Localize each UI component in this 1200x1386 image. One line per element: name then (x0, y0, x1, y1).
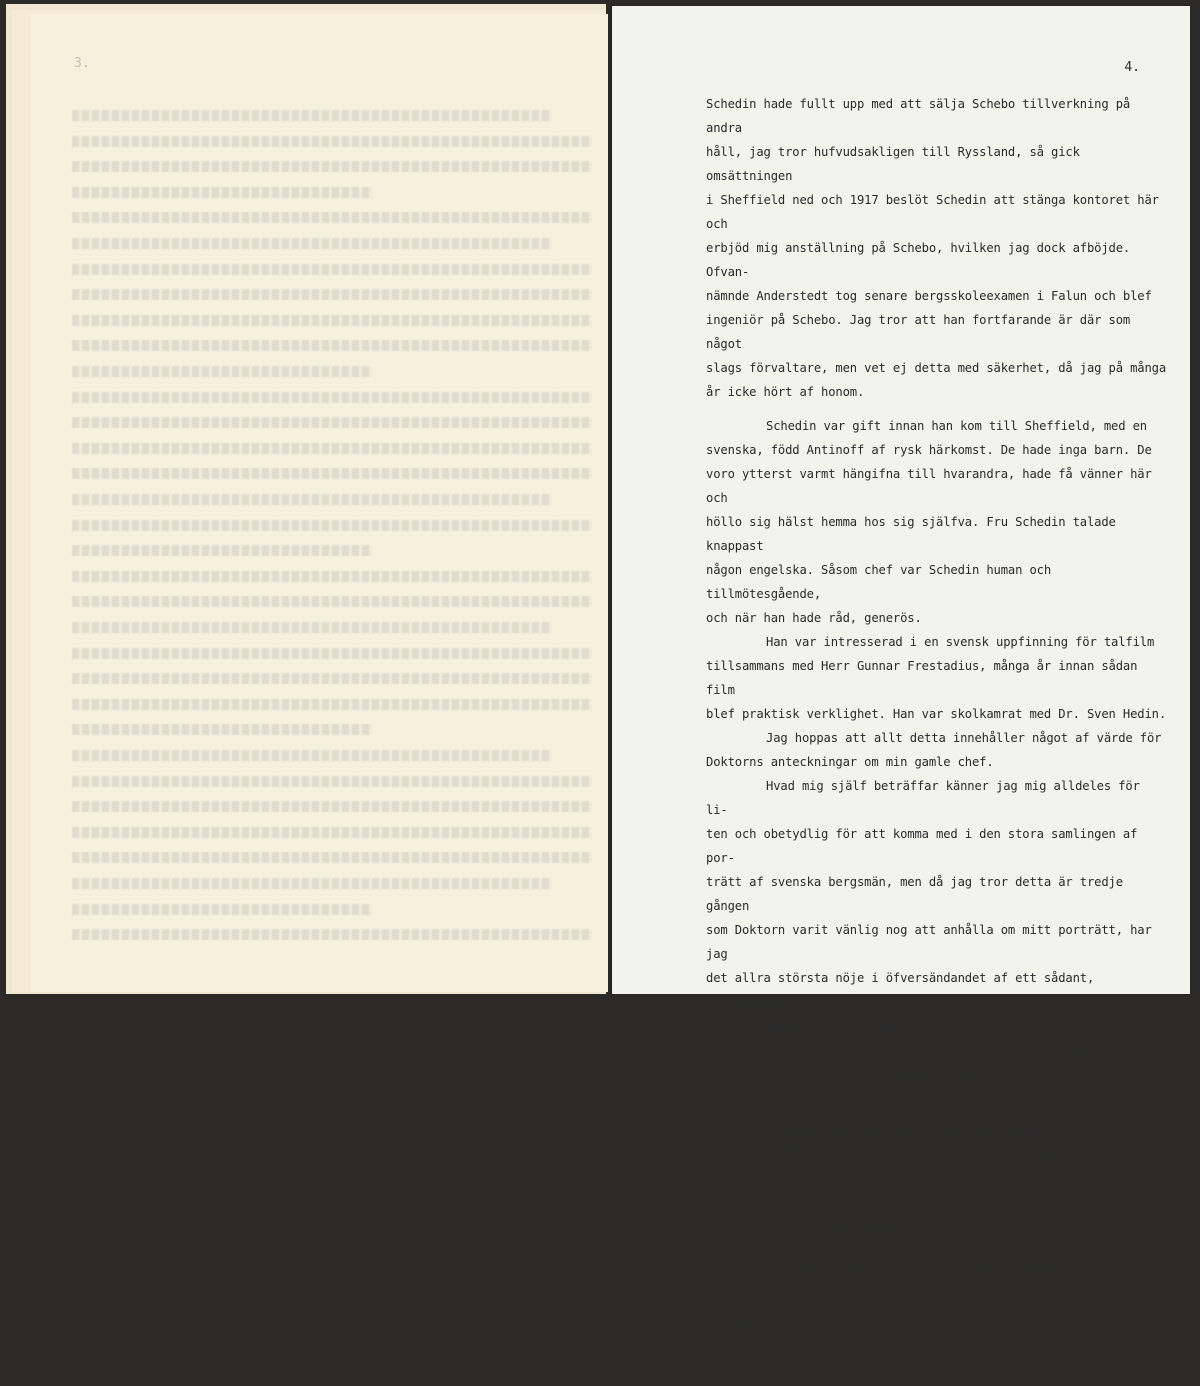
paragraph-5 (706, 774, 1166, 1038)
text-line: slags förvaltare, men vet ej detta med säkerhet, då jag på många (706, 361, 1166, 375)
faded-text-line (72, 520, 592, 531)
paragraph-3 (706, 630, 1166, 726)
letter-page (612, 6, 1190, 1381)
signature-block (706, 1338, 1166, 1386)
text-line: Jag hoppas att allt detta innehåller något af värde för (766, 731, 1162, 745)
entry-line: att jag var född den 11 augusti). (788, 1070, 1026, 1084)
entry-line: 1906; korrespondent från 1 Januari 1907 till Septem- (788, 1152, 1162, 1166)
faded-text-line (72, 929, 592, 940)
faded-text-line (72, 571, 592, 582)
text-line: svenska, född Antinoff af rysk härkomst. De hade inga barn. De (706, 443, 1152, 457)
entry-line: Folkskola och privatskola i Laxå. (772, 1097, 1010, 1112)
entry-line: Född i Laxå 11 juli 1892 (så står det i födelseboken i (772, 1043, 1161, 1057)
text-line: höllo sig hälst hemma hos sig själfva. Fru Schedin talade knappast (706, 515, 1116, 553)
page-number: 4. (1124, 60, 1140, 75)
text-line: Schedin var gift innan han kom till Sheffield, med en (766, 419, 1147, 433)
faded-text-line (72, 187, 372, 198)
faded-text-line (72, 468, 592, 479)
faded-text-line (72, 648, 592, 659)
faded-text-line (72, 596, 592, 607)
biography-entry (706, 1044, 1166, 1085)
faded-text-line (72, 852, 592, 863)
signature-name: Axel E. Furustam." (868, 1366, 990, 1381)
paragraph-1 (706, 92, 1166, 404)
text-line: Hvad mig själf beträffar känner jag mig alldeles för li- (706, 779, 1140, 817)
text-line: ingeniör på Schebo. Jag tror att han fortfarande är där som något (706, 313, 1131, 351)
entry-line: Hos G. Schedin i Sheffield från 1 Oktober 1911 till rörel- (772, 1193, 1139, 1221)
text-line: någon engelska. Såsom chef var Schedin human och tillmötesgående, (706, 563, 1051, 601)
entry-line: Chef för Ernst B. Westman Ltd's Sheffield-kontor från (772, 1247, 1153, 1262)
left-page-faded (30, 14, 608, 992)
faded-text-line (72, 904, 372, 915)
faded-text-line (72, 264, 592, 275)
left-page-number-ghost: 3. (74, 56, 90, 71)
faded-text-line (72, 494, 552, 505)
text-line: ten och obetydlig för att komma med i den stora samlingen af por- (706, 827, 1138, 865)
text-line: Doktorns anteckningar om min gamle chef. (706, 755, 994, 769)
text-line: nämnde Anderstedt tog senare bergsskoleexamen i Falun och blef (706, 289, 1152, 303)
text-line: i Sheffield ned och 1917 beslöt Schedin att stänga kontoret här och (706, 193, 1159, 231)
salutation: Med utmärkt högaktning (868, 1342, 1018, 1357)
text-line: voro ytterst varmt hängifna till hvarandra, hade få vänner här och (706, 467, 1152, 505)
faded-text-line (72, 340, 592, 351)
faded-text-line (72, 622, 552, 633)
faded-text-line (72, 392, 592, 403)
biography-entry (706, 1099, 1166, 1113)
closing (706, 1290, 1166, 1338)
faded-text-line (72, 673, 592, 684)
faded-text-line (72, 366, 372, 377)
text-line: Han var intresserad i en svensk uppfinning för talfilm (766, 635, 1155, 649)
text-line: som Doktorn varit vänlig nog att anhålla om mitt porträtt, har jag (706, 923, 1152, 961)
letter-body (706, 92, 1166, 1386)
faded-text-line (72, 161, 592, 172)
biography-entry (706, 1249, 1166, 1276)
faded-text-line (72, 110, 552, 121)
faded-text-line (72, 545, 372, 556)
faded-text-line (72, 699, 592, 710)
faded-text-line (72, 827, 592, 838)
faded-text-line (72, 417, 592, 428)
faded-text-line (72, 801, 592, 812)
biography-entry (706, 1126, 1166, 1180)
faded-text-line (72, 212, 592, 223)
text-line: erbjöd mig anställning på Schebo, hvilken jag dock afböjde. Ofvan- (706, 241, 1131, 279)
faded-text-line (72, 136, 592, 147)
text-line: år icke hört af honom. (706, 385, 865, 399)
text-line: trätt af svenska bergsmän, men då jag tror detta är tredje gången (706, 875, 1123, 913)
entry-line: Anställning som kontorselev på Laxå Bruks kontor i Augusti (772, 1125, 1132, 1153)
biography-list (706, 1044, 1166, 1276)
entry-line: sens upphörande 1917. (788, 1220, 939, 1234)
text-line: det allra största nöje i öfversändandet af ett sådant, tillsammans (706, 971, 1095, 1009)
paragraph-2 (706, 414, 1166, 630)
closing-line: Med hopp om att Doktorn befinner sig vid god hälsa, och (766, 1294, 1162, 1309)
paragraph-4 (706, 726, 1166, 774)
faded-text-line (72, 315, 592, 326)
faded-text-line (72, 776, 592, 787)
faded-text-line (72, 289, 592, 300)
text-line: och när han hade råd, generös. (706, 611, 922, 625)
faded-text-line (72, 878, 552, 889)
biography-entry (706, 1194, 1166, 1235)
faded-text-line (72, 238, 552, 249)
entry-line: 1917. Local director i firman från 1925. (788, 1261, 1076, 1275)
text-line: blef praktisk verklighet. Han var skolkamrat med Dr. Sven Hedin. (706, 707, 1166, 721)
text-line: tillsammans med Herr Gunnar Frestadius, många år innan sådan film (706, 659, 1138, 697)
faded-text-line (72, 750, 552, 761)
text-line: med följande biografiska uppgifter:- (706, 1019, 965, 1033)
faded-text-line (72, 443, 592, 454)
text-line: håll, jag tror hufvudsakligen till Ryssland, så gick omsättningen (706, 145, 1080, 183)
entry-line: Ramundeboda församling, men min far vidhöll alltid (788, 1056, 1148, 1071)
text-line: Schedin hade fullt upp med att sälja Schebo tillverkning på andra (706, 97, 1131, 135)
entry-line: ber 1911. (788, 1165, 853, 1180)
faded-text-line (72, 724, 372, 735)
closing-line: med vänlig hälsning till Sune, har jag äran teckna (706, 1318, 1066, 1333)
